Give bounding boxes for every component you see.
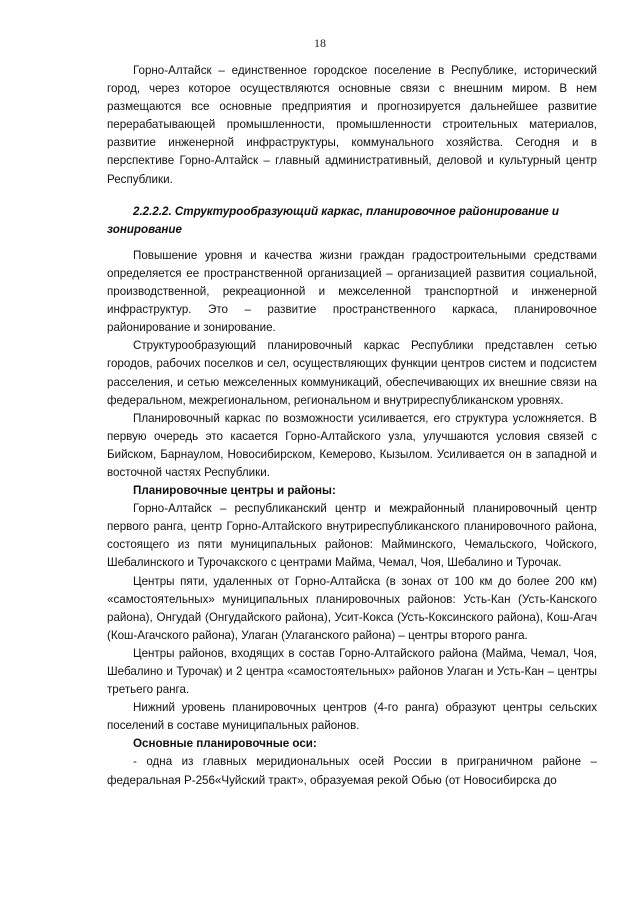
page-number: 18: [314, 36, 326, 50]
paragraph-first-rank-center: Горно-Алтайск – республиканский центр и межрайонный планировочный центр первого ранга, центр Горно-Алтайского внутриреспубликанского планировочного района, состоящего из пяти муниципальных районов: Майминского, Чемальского, Чойского, Шебалинского и Турочакского с центрами Майма, Чемал, Чоя, Шебалино и Турочак.: [107, 502, 597, 570]
paragraph-structural-framework: Структурообразующий планировочный каркас Республики представлен сетью городов, рабочих поселков и сел, осуществляющих функции центров систем и подсистем расселения, и сетью межселенных коммуникаций, обеспечивающих их внешние связи на федеральном, межрегиональном, региональном и внутриреспубликанском уровнях.: [107, 339, 597, 407]
paragraph-fourth-rank-centers: Нижний уровень планировочных центров (4-го ранга) образуют центры сельских поселений в составе муниципальных районов.: [107, 701, 597, 733]
subheading-planning-centers: Планировочные центры и районы:: [133, 484, 336, 498]
paragraph-meridional-axis: - одна из главных меридиональных осей России в приграничном районе – федеральная Р-256«Чуйский тракт», образуемая рекой Обью (от Новосибирска до: [107, 755, 597, 787]
section-heading: 2.2.2.2. Структурообразующий каркас, планировочное районирование и зонирование: [107, 204, 559, 236]
paragraph-gorno-altaysk-intro: Горно-Алтайск – единственное городское поселение в Республике, исторический город, через которое осуществляются основные связи с внешним миром. В нем размещаются все основные предприятия и прогнозируется дальнейшее развитие перерабатывающей промышленности, промышленности строительных материалов, развитие инженерной инфраструктуры, коммунального хозяйства. Сегодня и в перспективе Горно-Алтайск – главный административный, деловой и культурный центр Республики.: [107, 64, 597, 186]
paragraph-third-rank-centers: Центры районов, входящих в состав Горно-Алтайского района (Майма, Чемал, Чоя, Шебалино и Турочак) и 2 центра «самостоятельных» районов Улаган и Усть-Кан – центры третьего ранга.: [107, 646, 597, 697]
paragraph-second-rank-centers: Центры пяти, удаленных от Горно-Алтайска (в зонах от 100 км до более 200 км) «самостоятельных» муниципальных планировочных районов: Усть-Кан (Усть-Канского района), Онгудай (Онгудайского района), Усит-Кокса (Усть-Коксинского района), Кош-Агач (Кош-Агачского района), Улаган (Улаганского района) – центры второго ранга.: [107, 574, 597, 642]
page-content: [107, 62, 597, 790]
paragraph-framework-strengthening: Планировочный каркас по возможности усиливается, его структура усложняется. В первую очередь это касается Горно-Алтайского узла, улучшаются условия связей с Бийском, Барнаулом, Новосибирском, Кемерово, Кызылом. Усиливается он в западной и восточной частях Республики.: [107, 411, 597, 479]
subheading-planning-axes: Основные планировочные оси:: [133, 737, 317, 751]
paragraph-quality-of-life: Повышение уровня и качества жизни граждан градостроительными средствами определяется ее пространственной организацией – организацией развития социальной, производственной, рекреационной и межселенной транспортной и инженерной инфраструктур. Это – развитие пространственного каркаса, планировочное районирование и зонирование.: [107, 248, 597, 335]
